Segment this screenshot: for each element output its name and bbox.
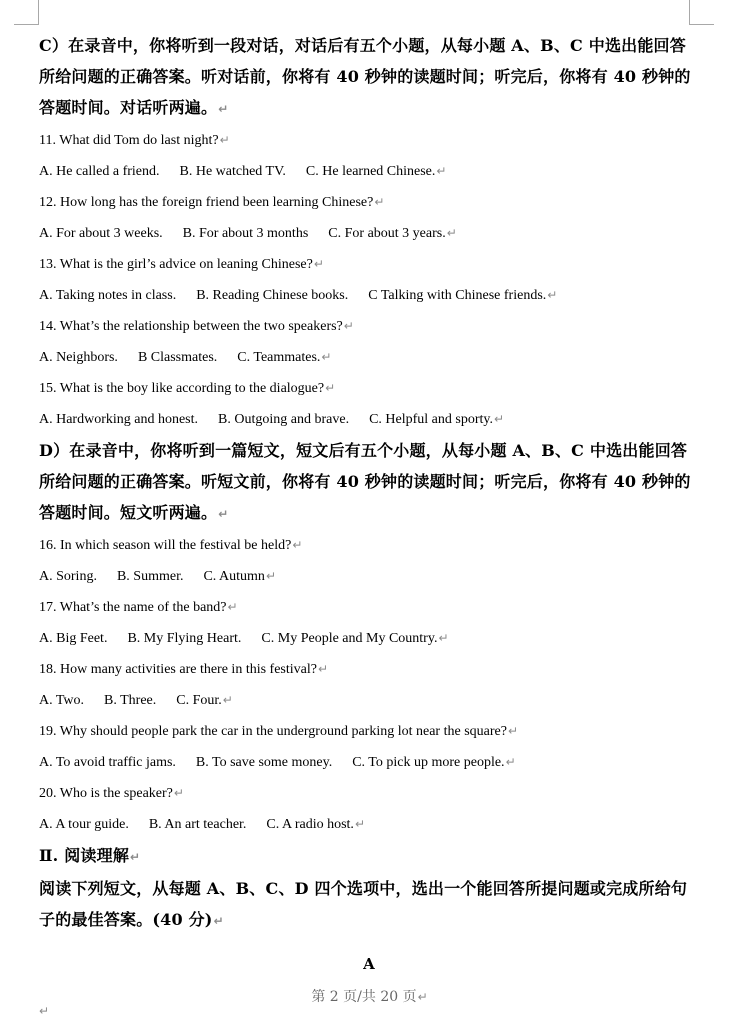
option-item: B Classmates. bbox=[137, 350, 218, 365]
paragraph-mark-icon: ↵ bbox=[219, 133, 230, 147]
paragraph-mark-icon: ↵ bbox=[130, 850, 141, 864]
answer-options bbox=[39, 280, 699, 311]
answer-options bbox=[39, 623, 699, 654]
paragraph-mark-icon: ↵ bbox=[222, 693, 233, 707]
section-d-questions bbox=[39, 530, 699, 840]
paragraph-mark-icon: ↵ bbox=[292, 538, 303, 552]
section-c-questions bbox=[39, 125, 699, 435]
option-item: B. Outgoing and brave. bbox=[218, 412, 350, 427]
option-item: A. Big Feet. bbox=[39, 631, 108, 646]
question-text: 20. Who is the speaker?↵ bbox=[39, 786, 184, 801]
paragraph-mark-icon: ↵ bbox=[505, 755, 516, 769]
option-item: C. Teammates. bbox=[237, 350, 321, 365]
paragraph-mark-icon: ↵ bbox=[213, 914, 224, 928]
option-item: C. Four. bbox=[176, 693, 222, 708]
paragraph-mark-icon: ↵ bbox=[343, 319, 354, 333]
option-item: A. Taking notes in class. bbox=[39, 288, 177, 303]
option-item: B. Three. bbox=[104, 693, 157, 708]
margin-corner-left bbox=[14, 0, 39, 25]
option-item: B. To save some money. bbox=[195, 755, 333, 770]
answer-options bbox=[39, 561, 699, 592]
paragraph-mark-icon: ↵ bbox=[507, 724, 519, 738]
option-item: C. A radio host. bbox=[266, 817, 354, 832]
question-text: 15. What is the boy like according to the dialogue?↵ bbox=[39, 381, 336, 396]
paragraph-mark-icon: ↵ bbox=[354, 817, 365, 831]
question-text: 12. How long has the foreign friend been learning Chinese?↵ bbox=[39, 195, 385, 210]
option-item: A. For about 3 weeks. bbox=[39, 226, 163, 241]
paragraph-mark-icon: ↵ bbox=[436, 164, 447, 178]
paragraph-mark-icon: ↵ bbox=[39, 1004, 50, 1018]
option-item: A. Soring. bbox=[39, 569, 97, 584]
answer-options bbox=[39, 685, 699, 716]
paragraph-mark-icon: ↵ bbox=[317, 662, 329, 676]
answer-options bbox=[39, 156, 699, 187]
option-item: C. He learned Chinese. bbox=[305, 164, 436, 179]
option-item: A. A tour guide. bbox=[39, 817, 129, 832]
paragraph-mark-icon: ↵ bbox=[218, 102, 229, 116]
paragraph-mark-icon: ↵ bbox=[417, 990, 428, 1004]
question-text: 11. What did Tom do last night?↵ bbox=[39, 133, 230, 148]
answer-options bbox=[39, 218, 699, 249]
paragraph-mark-icon: ↵ bbox=[493, 412, 505, 426]
paragraph-mark-icon: ↵ bbox=[218, 507, 229, 521]
answer-options bbox=[39, 747, 699, 778]
passage-label: A bbox=[363, 955, 375, 973]
section-c-instruction: C）在录音中，你将听到一段对话，对话后有五个小题，从每小题 A、B、C 中选出能回答所给问题的正确答案。听对话前，你将有 40 秒钟的读题时间；听完后，你将有 40 秒钟的答题时间。对话听两遍。↵ bbox=[39, 36, 691, 117]
page-footer: 第 2 页/共 20 页↵ bbox=[311, 989, 428, 1005]
answer-options bbox=[39, 404, 699, 435]
question-text: 18. How many activities are there in this festival?↵ bbox=[39, 662, 329, 677]
question-text: 17. What’s the name of the band?↵ bbox=[39, 600, 238, 615]
paragraph-mark-icon: ↵ bbox=[374, 195, 385, 209]
paragraph-mark-icon: ↵ bbox=[446, 226, 457, 240]
option-item: A. To avoid traffic jams. bbox=[39, 755, 176, 770]
answer-options bbox=[39, 342, 699, 373]
document-page bbox=[39, 30, 699, 980]
question-text: 19. Why should people park the car in the underground parking lot near the square?↵ bbox=[39, 724, 519, 739]
option-item: C. For about 3 years. bbox=[328, 226, 446, 241]
part2-heading: Ⅱ. 阅读理解↵ bbox=[39, 846, 141, 865]
option-item: C. Autumn bbox=[203, 569, 265, 584]
question-text: 13. What is the girl’s advice on leaning Chinese?↵ bbox=[39, 257, 324, 272]
option-item: A. Hardworking and honest. bbox=[39, 412, 199, 427]
option-item: C. To pick up more people. bbox=[352, 755, 505, 770]
option-item: B. My Flying Heart. bbox=[127, 631, 242, 646]
question-text: 14. What’s the relationship between the two speakers?↵ bbox=[39, 319, 354, 334]
paragraph-mark-icon: ↵ bbox=[173, 786, 184, 800]
option-item: B. Summer. bbox=[116, 569, 184, 584]
section-d-instruction: D）在录音中，你将听到一篇短文，短文后有五个小题，从每小题 A、B、C 中选出能回答所给问题的正确答案。听短文前，你将有 40 秒钟的读题时间；听完后，你将有 40 秒钟的答题时间。短文听两遍。↵ bbox=[39, 441, 691, 522]
option-item: C Talking with Chinese friends. bbox=[368, 288, 547, 303]
part2-instruction: 阅读下列短文，从每题 A、B、C、D 四个选项中，选出一个能回答所提问题或完成所给句子的最佳答案。(40 分)↵ bbox=[39, 879, 688, 929]
option-item: B. An art teacher. bbox=[148, 817, 247, 832]
option-item: B. Reading Chinese books. bbox=[196, 288, 349, 303]
option-item: A. Neighbors. bbox=[39, 350, 118, 365]
option-item: C. My People and My Country. bbox=[261, 631, 438, 646]
option-item: B. He watched TV. bbox=[179, 164, 286, 179]
option-item: A. Two. bbox=[39, 693, 85, 708]
option-item: C. Helpful and sporty. bbox=[369, 412, 493, 427]
option-item: A. He called a friend. bbox=[39, 164, 160, 179]
paragraph-mark-icon: ↵ bbox=[227, 600, 238, 614]
option-item: B. For about 3 months bbox=[182, 226, 309, 241]
paragraph-mark-icon: ↵ bbox=[547, 288, 558, 302]
paragraph-mark-icon: ↵ bbox=[265, 569, 276, 583]
margin-corner-right bbox=[689, 0, 714, 25]
paragraph-mark-icon: ↵ bbox=[313, 257, 324, 271]
paragraph-mark-icon: ↵ bbox=[438, 631, 449, 645]
paragraph-mark-icon: ↵ bbox=[325, 381, 336, 395]
answer-options bbox=[39, 809, 699, 840]
question-text: 16. In which season will the festival be held?↵ bbox=[39, 538, 303, 553]
paragraph-mark-icon: ↵ bbox=[321, 350, 332, 364]
